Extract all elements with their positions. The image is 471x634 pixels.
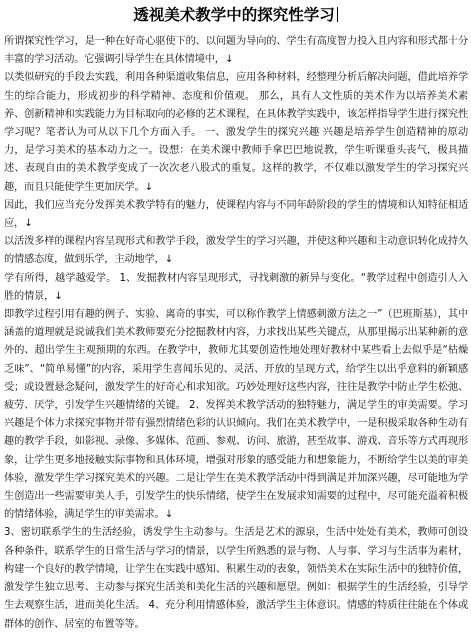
paragraph: 即教学过程引用有趣的例子、实验、离奇的事实，可以称作教学上情感刺激方法之一”（巴班斯基），其中涵盖的道理就是说诚我们美术教师要充分挖掘教材内容，力求找出某些关键点，从那里揭示出某种新的意外的、超出学生主观预期的东西。在教学中，教师尤其要创造性地处理好教材中某些看上去似乎是“枯燥乏味”、“简单易懂”的内容，采用学生喜闻乐见的、灵活、开放的呈现方式，给学生以出乎意料的新颖感受；或设置悬念疑问，激发学生的好奇心和求知欲。巧妙处理好这些内容，往往是教学中防止学生松弛、疲劳、厌学，引发学生兴趣情绪的关键。 2、发挥美术教学活动的独特魅力，满足学生的审美需要。学习兴趣是个体力求探究事物并带有强烈情绪色彩的认识倾向。我们在美术教学中，一是积极采取各种生动有趣的教学手段，如影视、录像、多媒体、范画、参观、访问、旅游，甚至故事、游戏、音乐等方式再现形象，让学生更多地接触实际事物和具体环境，增强对形象的感受能力和想象能力，不断给学生以美的审美体验，激发学生学习探究美术的兴趣。二是让学生在美术教学活动中得到满足并加深兴趣，尽可能地为学生创造出一些需要审美人手，引发学生的快乐情绪，使学生在发展求知需要的过程中，尽可能充溢着积极的情绪体验，满足学生的审美需求。↓ [4, 309, 468, 521]
paragraph: 3、密切联系学生的生活经验，诱发学生主动参与。生活是艺术的源泉，生活中处处有美术，教师可创设各种条件，联系学生的日常生活与学习的情景，以学生所熟悉的景与物、人与事、学习与生活事为素材，构建一个良好的教学情境，让学生在实践中感知、积累生动的表象，领悟美术在实际生活中的独特价值，激发学生独立思考、主动参与探究生活美和美化生活的兴趣和愿望。例如：根据学生的生活经验，引导学生去观察生活，进而美化生活。 4、充分利用情感体验，激活学生主体意识。情感的特质往往能在个体或群体的创作、居室的布置等等。 [4, 527, 468, 630]
paragraph: 以活泼多样的课程内容呈现形式和教学手段，激发学生的学习兴趣，并使这种兴趣和主动意识转化成持久的情感态度，做到乐学，主动地学，↓ [4, 236, 468, 266]
document-title-line [0, 6, 471, 24]
paragraph: 学有所得，越学越爱学。 1、发掘教材内容呈现形式，寻找刺激的新异与变化。“教学过程中创造引人入胜的情景，↓ [4, 272, 468, 302]
paragraph: 以类似研究的手段去实践，利用各种渠道收集信息，应用各种材料，经整理分析后解决问题，借此培养学生的综合能力，形成初步的科学精神、态度和价值观。 那么，具有人文性质的美术作为以培养美术素养、创新精神和实践能力为目标取向的必修的艺术课程，在具体教学实践中，该怎样指导学生进行探究性学习呢？笔者认为可从以下几个方面入手。 一、激发学生的探究兴趣 兴趣是培养学生创造精神的原动力，是学习美术的基本动力之一。设想：在美术课中教师手拿巴巴地说教，学生听课垂头丧气，极具描述、表现自由的美术教学变成了一次次老八股式的重复。这样的教学，不仅难以激发学生的学习探究兴趣，而且只能使学生更加厌学。↓ [4, 72, 468, 193]
document-body[interactable] [4, 33, 468, 634]
paragraph: 因此，我们应当充分发挥美术教学特有的魅力，使课程内容与不同年龄阶段的学生的情境和认知特征相适应，↓ [4, 199, 468, 230]
paragraph: 所谓探究性学习，是一种在好奇心驱使下的、以问题为导向的、学生有高度智力投入且内容和形式都十分丰富的学习活动。它强调引导学生在具体情境中，↓ [4, 36, 468, 66]
document-title: 透视美术教学中的探究性学习 [133, 5, 335, 24]
text-cursor [337, 7, 338, 22]
